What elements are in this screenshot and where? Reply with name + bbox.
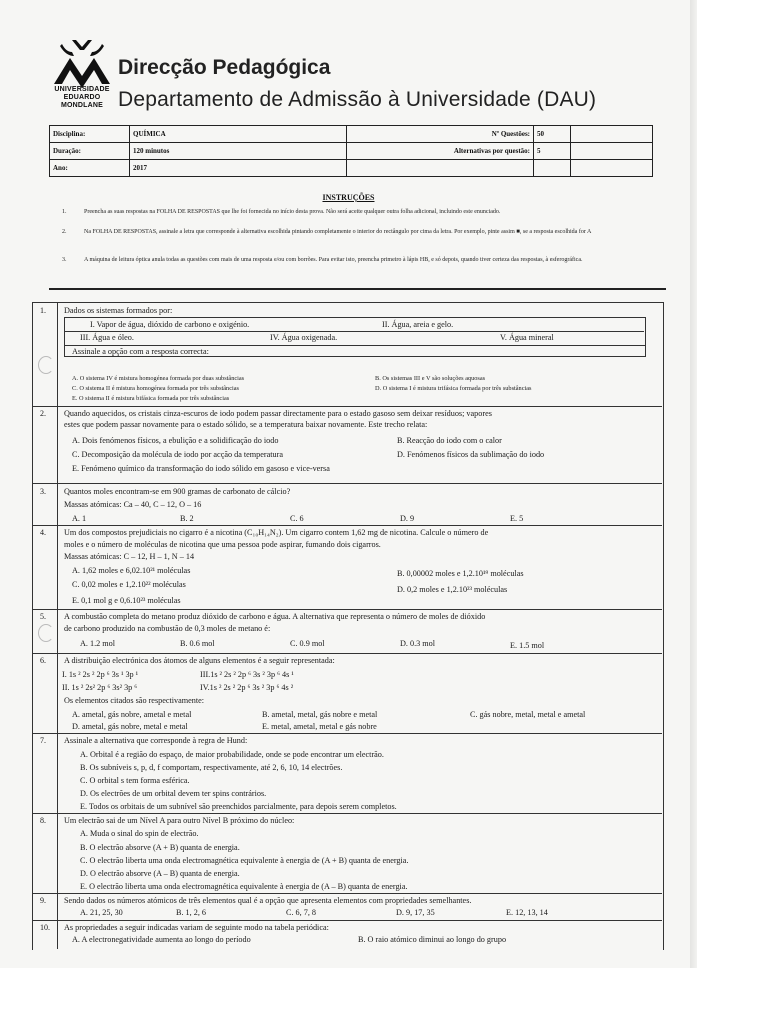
question-number: 6. bbox=[40, 656, 46, 665]
question-number: 5. bbox=[40, 612, 46, 621]
question-number: 8. bbox=[40, 816, 46, 825]
question-number: 7. bbox=[40, 736, 46, 745]
page-edge bbox=[690, 0, 697, 968]
exam-page: UNIVERSIDADE EDUARDO MONDLANE Direcção Pedagógica Departamento de Admissão à Universidade (DAU) Disciplina: QUÍMICA Nº Questões: 50 Duração: 120 minutos Alternativas por questão: 5 Ano: 2017 INSTRUÇÕES 1. Preencha as suas respostas na FOLHA DE RESPOSTAS que lhe foi fornecida no início desta prova. Não será aceite qualquer outra folha adicional, incluindo este enunciado. 2. Na FOLHA DE RESPOSTAS, assinale a letra que corresponde à alternativa escolhida pintando completamente o interior do rectângulo por cima da letra. Por exemplo, pinte assim ■, se a resposta escolhida for A 3. A máquina de leitura óptica anula todas as questões com mais de uma resposta e/ou com borrões. Para evitar isto, preencha primeiro à lápis HB, e só depois, quando tiver certeza das respostas, à esferográfica. 1. Dados os sistemas formados por: I. Vapor de água, dióxido de carbono e oxigénio. II. Água, areia e gelo. III. Água e óleo. IV. Água oxigenada. V. Água mineral Assinale a opção com a resposta correcta: A. O sistema IV é mistura homogénea formada por duas substâncias B. Os sistemas III e V são soluções aquosas C. O sistema II é mistura homogénea formada por três substâncias D. O sistema I é mistura trifásica formada por três substâncias E. O sistema II é mistura bifásica formada por três substâncias 2. Quando aquecidos, os cristais cinza-escuros de iodo podem passar directamente para o estado gasoso sem deixar resíduos; vapores estes que podem passar novamente para o estado sólido, se a temperatura baixar novamente. Este trecho relata: A. Dois fenómenos físicos, a ebulição e a solidificação do iodo B. Reacção do iodo com o calor C. Decomposição da molécula de iodo por acção da temperatura D. Fenómenos físicos da sublimação do iodo E. Fenómeno químico da transformação do iodo sólido em gasoso e vice-versa 3. Quantos moles encontram-se em 900 gramas de carbonato de cálcio? Massas atómicas: Ca – 40, C – 12, O – 16 A. 1 B. 2 C. 6 D. 9 E. 5 4. Um dos compostos prejudiciais no cigarro é a nicotina (C₁₀H₁₄N₂). Um cigarro contem 1,62 mg de nicotina. Calcule o número de moles e o número de moléculas de nicotina que uma pessoa pode aspirar, fumando dois cigarros. Massas atómicas: C – 12, H – 1, N – 14 A. 1,62 moles e 6,02.10²¹ moléculas B. 0,00002 moles e 1,2.10¹⁹ moléculas C. 0,02 moles e 1,2.10²² moléculas D. 0,2 moles e 1,2.10²³ moléculas E. 0,1 mol g e 0,6.10²³ moléculas 5. A combustão completa do metano produz dióxido de carbono e água. A alternativa que representa o número de moles de dióxido de carbono produzido na combustão de 0,3 moles de metano é: A. 1.2 mol B. 0.6 mol C. 0.9 mol D. 0.3 mol E. 1.5 mol 6. A distribuição electrónica dos átomos de alguns elementos é a seguir representada: I. 1s ² 2s ² 2p ⁶ 3s ¹ 3p ¹ III.1s ² 2s ² 2p ⁶ 3s ² 3p ⁶ 4s ¹ II. 1s ² 2s² 2p ⁶ 3s² 3p ⁶ IV.1s ² 2s ² 2p ⁶ 3s ² 3p ⁶ 4s ² Os elementos citados são respectivamente: A. ametal, gás nobre, ametal e metal B. ametal, metal, gás nobre e metal C. gás nobre, metal, metal e ametal D. ametal, gás nobre, metal e metal E. metal, ametal, metal e gás nobre 7. Assinale a alternativa que corresponde à regra de Hund: A. Orbital é a região do espaço, de maior probabilidade, onde se pode encontrar um electrão. B. Os subníveis s, p, d, f comportam, respectivamente, até 2, 6, 10, 14 electrões. C. O orbital s tem forma esférica. D. Os electrões de um orbital devem ter spins contrários. E. Todos os orbitais de um subnível são preenchidos parcialmente, para depois serem completos. 8. Um electrão sai de um Nível A para outro Nível B próximo do núcleo: A. Muda o sinal do spin de electrão. B. O electrão absorve (A + B) quanta de energia. C. O electrão liberta uma onda electromagnética equivalente à energia de (A + B) quanta de energia. D. O electrão absorve (A – B) quanta de energia. E. O electrão liberta uma onda electromagnética equivalente à energia de (A – B) quanta de energia. 9. Sendo dados os números atómicos de três elementos qual é a opção que apresenta elementos com propriedades semelhantes. A. 21, 25, 30 B. 1, 2, 6 C. 6, 7, 8 D. 9, 17, 35 E. 12, 13, 14 10. As propriedades a seguir indicadas variam de seguinte modo na tabela periódica: A. A electronegatividade aumenta ao longo do período B. O raio atómico diminui ao longo do grupo bbox=[0, 0, 697, 968]
instructions-title: INSTRUÇÕES bbox=[322, 193, 375, 202]
punch-hole bbox=[38, 624, 54, 642]
question-number: 1. bbox=[40, 306, 46, 315]
question-number: 9. bbox=[40, 896, 46, 905]
number-column-divider bbox=[57, 302, 58, 949]
logo-text: UNIVERSIDADE EDUARDO MONDLANE bbox=[54, 86, 110, 109]
question-number: 2. bbox=[40, 409, 46, 418]
page-title: Direcção Pedagógica bbox=[118, 56, 331, 79]
question-number: 10. bbox=[40, 923, 50, 932]
exam-info-table: Disciplina: QUÍMICA Nº Questões: 50 Duração: 120 minutos Alternativas por questão: 5 Ano: 2017 bbox=[49, 125, 653, 177]
university-logo bbox=[50, 36, 114, 132]
punch-hole bbox=[38, 356, 54, 374]
divider bbox=[49, 288, 666, 290]
page-subtitle: Departamento de Admissão à Universidade (DAU) bbox=[118, 88, 597, 111]
question-number: 3. bbox=[40, 487, 46, 496]
question-number: 4. bbox=[40, 528, 46, 537]
